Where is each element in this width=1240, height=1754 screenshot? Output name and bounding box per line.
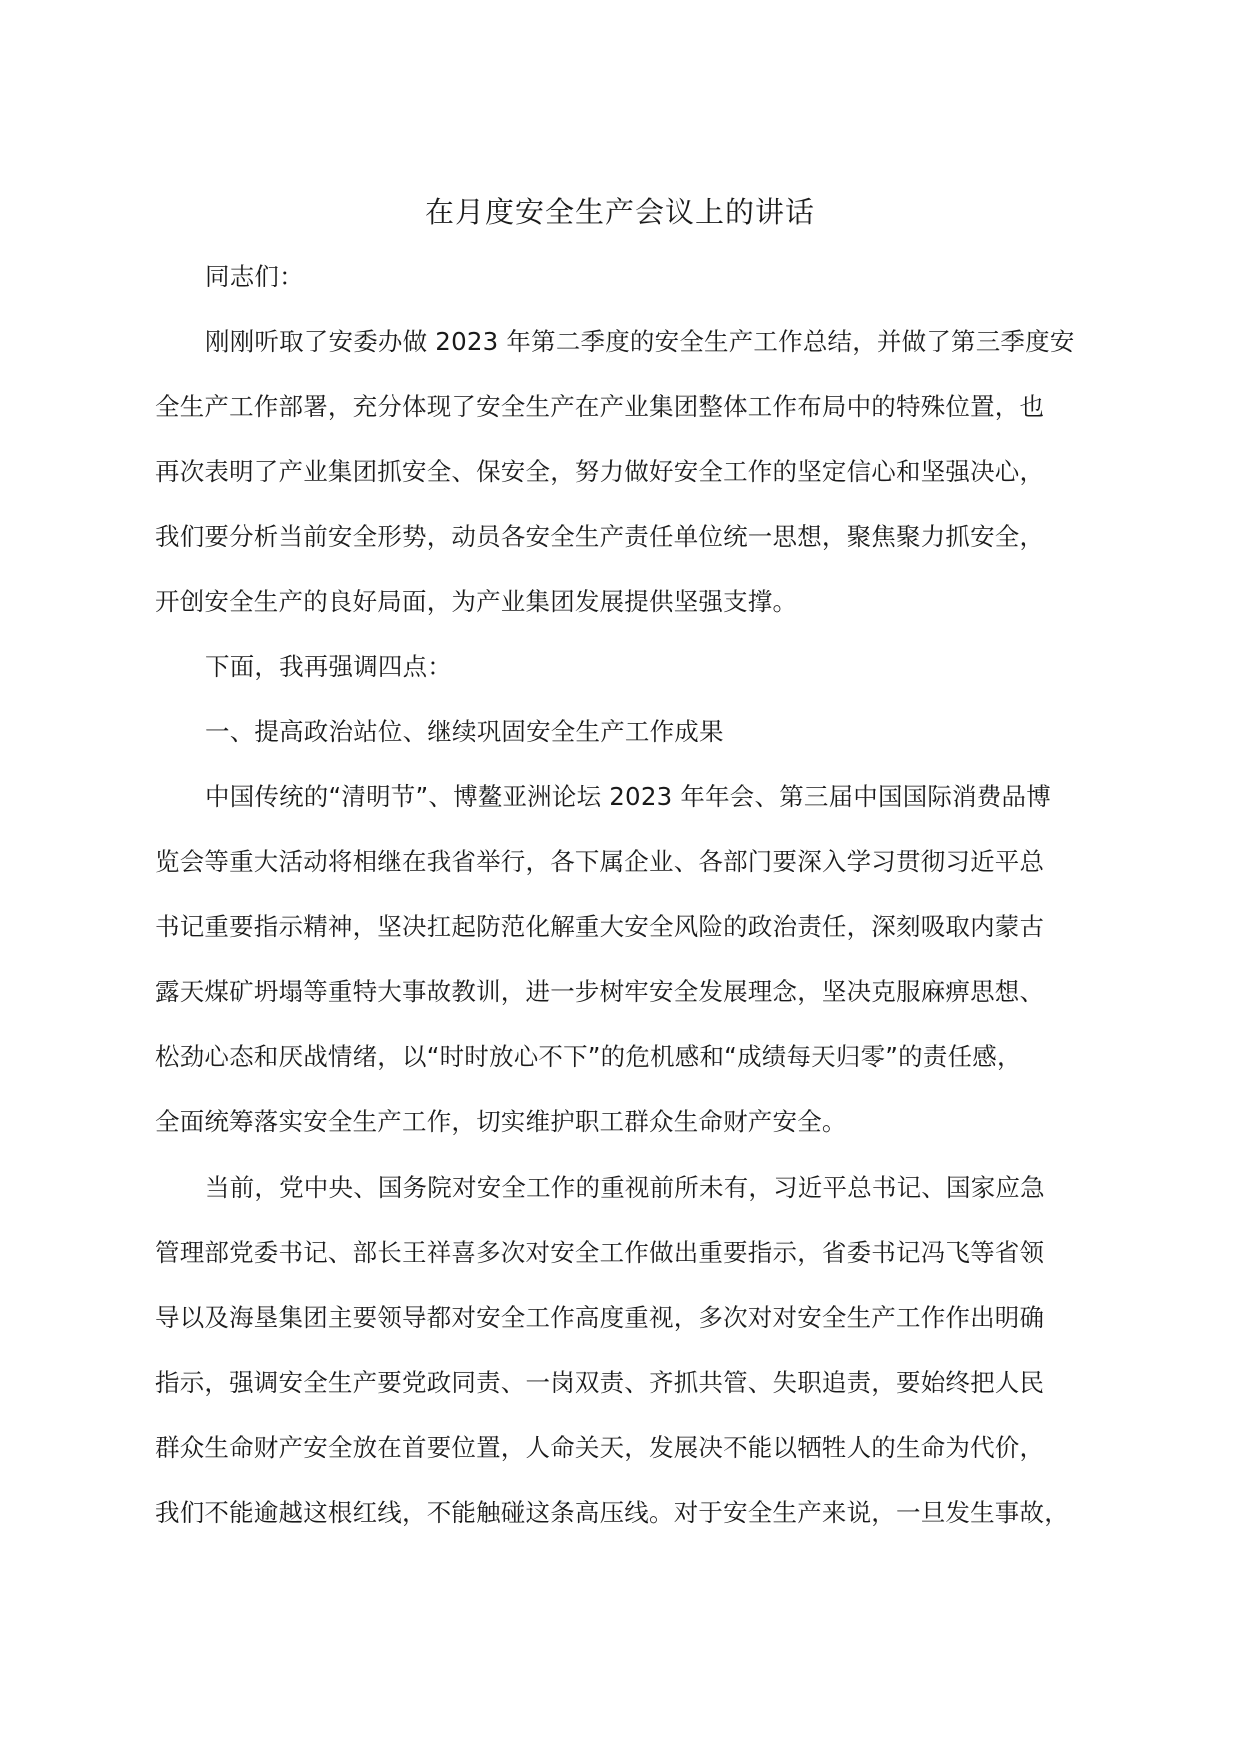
paragraph-line: 我们不能逾越这根红线，不能触碰这条高压线。对于安全生产来说，一旦发生事故， bbox=[155, 1498, 1069, 1527]
paragraph-line: 开创安全生产的良好局面，为产业集团发展提供坚强支撑。 bbox=[155, 587, 798, 616]
paragraph-line: 刚刚听取了安委办做 2023 年第二季度的安全生产工作总结，并做了第三季度安 bbox=[205, 327, 1075, 356]
paragraph-line: 中国传统的“清明节”、博鳌亚洲论坛 2023 年年会、第三届中国国际消费品博 bbox=[205, 782, 1051, 811]
paragraph-line: 群众生命财产安全放在首要位置，人命关天，发展决不能以牺牲人的生命为代价， bbox=[155, 1433, 1045, 1462]
paragraph-line: 书记重要指示精神，坚决扛起防范化解重大安全风险的政治责任，深刻吸取内蒙古 bbox=[155, 912, 1045, 941]
paragraph-line: 再次表明了产业集团抓安全、保安全，努力做好安全工作的坚定信心和坚强决心， bbox=[155, 457, 1045, 486]
paragraph-line: 我们要分析当前安全形势，动员各安全生产责任单位统一思想，聚焦聚力抓安全， bbox=[155, 522, 1045, 551]
salutation-line: 同志们： bbox=[205, 262, 304, 291]
paragraph-line: 下面，我再强调四点： bbox=[205, 652, 452, 681]
section-heading: 一、提高政治站位、继续巩固安全生产工作成果 bbox=[205, 717, 724, 746]
paragraph-line: 松劲心态和厌战情绪，以“时时放心不下”的危机感和“成绩每天归零”的责任感， bbox=[155, 1042, 1022, 1071]
document-title: 在月度安全生产会议上的讲话 bbox=[424, 195, 815, 229]
paragraph-line: 露天煤矿坍塌等重特大事故教训，进一步树牢安全发展理念，坚决克服麻痹思想、 bbox=[155, 977, 1045, 1006]
paragraph-line: 全面统筹落实安全生产工作，切实维护职工群众生命财产安全。 bbox=[155, 1107, 847, 1136]
paragraph-line: 当前，党中央、国务院对安全工作的重视前所未有，习近平总书记、国家应急 bbox=[205, 1173, 1045, 1202]
paragraph-line: 览会等重大活动将相继在我省举行，各下属企业、各部门要深入学习贯彻习近平总 bbox=[155, 847, 1045, 876]
paragraph-line: 导以及海垦集团主要领导都对安全工作高度重视，多次对对安全生产工作作出明确 bbox=[155, 1303, 1045, 1332]
paragraph-line: 指示，强调安全生产要党政同责、一岗双责、齐抓共管、失职追责，要始终把人民 bbox=[155, 1368, 1045, 1397]
paragraph-line: 管理部党委书记、部长王祥喜多次对安全工作做出重要指示，省委书记冯飞等省领 bbox=[155, 1238, 1045, 1267]
paragraph-line: 全生产工作部署，充分体现了安全生产在产业集团整体工作布局中的特殊位置，也 bbox=[155, 392, 1045, 421]
